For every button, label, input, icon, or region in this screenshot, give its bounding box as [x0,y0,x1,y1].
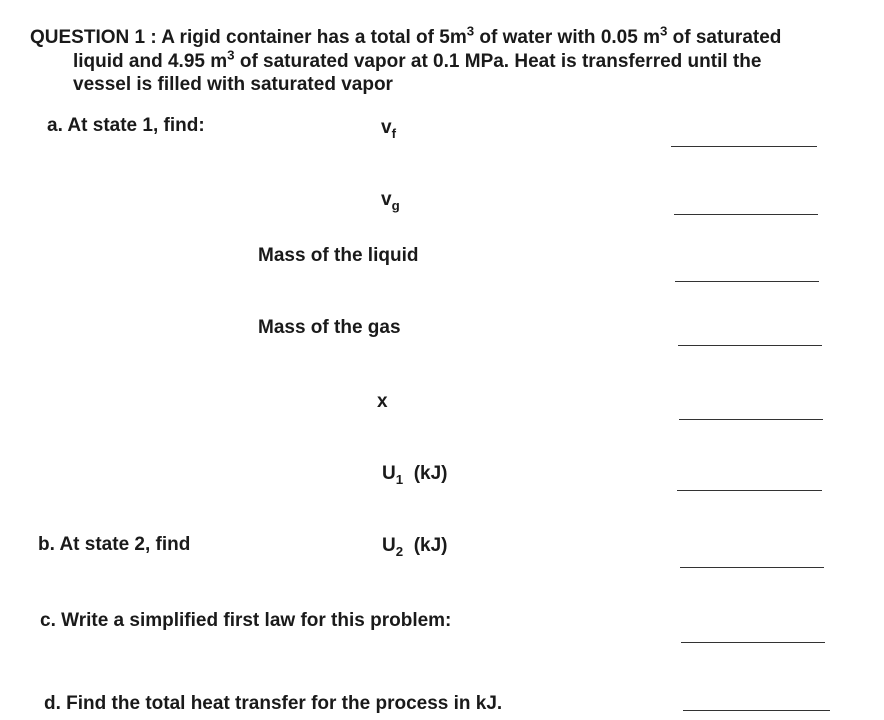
question-line-1: QUESTION 1 : A rigid container has a total of $5m^3$ of water with 0.05 $m^3$ of saturated [30,23,782,48]
first-law-answer-blank[interactable] [681,642,825,643]
mass-gas-answer-blank[interactable] [678,345,822,346]
quality-x-label: x [377,391,388,412]
u2-answer-blank[interactable] [680,567,824,568]
mass-liquid-label: Mass of the liquid [258,245,419,266]
mass-liquid-answer-blank[interactable] [675,281,819,282]
vf-label: $v_f$ [381,117,397,141]
vg-answer-blank[interactable] [674,214,818,215]
u1-answer-blank[interactable] [677,490,822,491]
question-label: QUESTION 1 : [30,27,162,48]
vf-answer-blank[interactable] [671,146,817,147]
u1-label: $U_1$ (kJ) [382,463,448,487]
vg-label: $v_g$ [381,189,400,213]
question-line-3: vessel is filled with saturated vapor [73,74,393,95]
u2-label: $U_2$ (kJ) [382,535,448,559]
part-d-label: d. Find the total heat transfer for the process in kJ. [44,693,503,714]
mass-gas-label: Mass of the gas [258,317,401,338]
part-b-label: b. At state 2, find [38,534,191,555]
part-a-label: a. At state 1, find: [47,115,205,136]
heat-transfer-answer-blank[interactable] [683,710,830,711]
quality-x-answer-blank[interactable] [679,419,823,420]
part-c-label: c. Write a simplified first law for this problem: [40,610,452,631]
question-line-2: liquid and 4.95 $m^3$ of saturated vapor at 0.1 MPa. Heat is transferred until the [73,47,762,72]
